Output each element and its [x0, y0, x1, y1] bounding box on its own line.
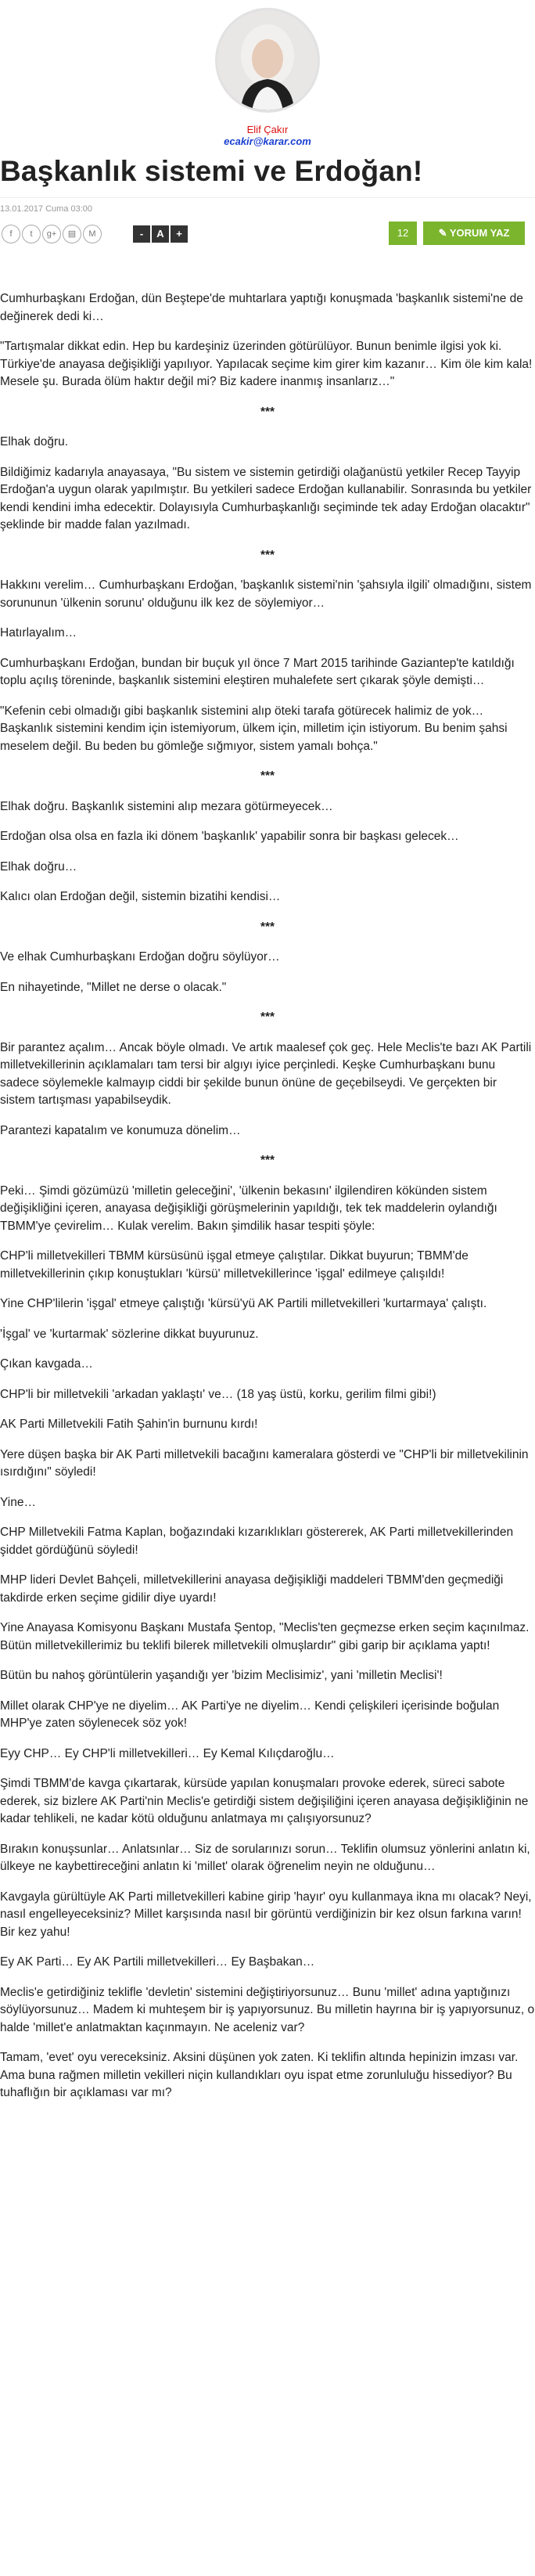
article-paragraph: "Kefenin cebi olmadığı gibi başkanlık sistemini alıp öteki tarafa götürecek halimiz de yok… Başkanlık sistemini kendim için istemiyorum, ülkem için, milletim için istiyorum. Bu benim şahsi meselem değil. Bu beden bu gömleğe sığmıyor, sistem yamalı bohça." [0, 704, 508, 753]
article-body [0, 247, 535, 2102]
article-paragraph: Şimdi TBMM'de kavga çıkartarak, kürsüde yapılan konuşmaları provoke ederek, süreci sabote ederek, siz bizlere AK Parti'nin Meclis'e getirdiği sistem değişiliğini içeren anayasa değişikliğinin ne kadar tehlikeli, ne kadar kötü olduğunu anlatmaya mı çalışıyorsunuz? [0, 1777, 529, 1825]
article-paragraph: Meclis'e getirdiğiniz teklifle 'devletin' sistemini değiştiriyorsunuz… Bunu 'millet' adına yaptığınızı söylüyorsunuz… Madem ki muhteşem bir iş yapıyorsunuz. Bu milletin hayrına bir iş yapıyorsunuz, o halde 'millet'e anlatmaktan kaçınmayın. Ne aceleniz var? [0, 1985, 535, 2034]
article-paragraph: Ey AK Parti… Ey AK Partili milletvekilleri… Ey Başbakan… [0, 1955, 315, 1969]
article-paragraph: Eyy CHP… Ey CHP'li milletvekilleri… Ey Kemal Kılıçdaroğlu… [0, 1746, 335, 1760]
article-paragraph: Yine Anayasa Komisyonu Başkanı Mustafa Şentop, "Meclis'ten geçmezse erken seçim kaçınılmaz. Bütün milletvekillerimiz bu teklifi bilerek milletvekili olmuşlardır" gibi garip bir açıklama yaptı! [0, 1621, 530, 1652]
article-paragraph: CHP'li bir milletvekili 'arkadan yaklaştı' ve… (18 yaş üstü, korku, gerilim filmi gibi!) [0, 1387, 436, 1401]
article-paragraph: CHP Milletvekili Fatma Kaplan, boğazındaki kızarıklıkları göstererek, AK Parti milletvekillerinden şiddet gördüğünü söyledi! [0, 1526, 514, 1557]
author-box [0, 0, 535, 147]
article-paragraph: Bildiğimiz kadarıyla anayasaya, "Bu sistem ve sistemin getirdiği olağanüstü yetkiler Recep Tayyip Erdoğan'a uygun olarak yapılmıştır. Bu yetkileri sadece Erdoğan kullanabilir. Sonrasında bu yetkiler kendi kendini imha edecektir. Dolayısıyla Cumhurbaşkanlığı seçiminde tek aday Erdoğan olacaktır" şeklinde bir madde falan yazılmadı. [0, 465, 532, 531]
section-separator: *** [260, 920, 275, 934]
print-icon[interactable]: ▤ [63, 225, 81, 243]
comment-count-badge[interactable]: 12 [389, 222, 417, 245]
write-comment-label: YORUM YAZ [449, 227, 510, 239]
font-increase-button[interactable]: + [171, 225, 188, 243]
article-paragraph: Ve elhak Cumhurbaşkanı Erdoğan doğru söylüyor… [0, 950, 280, 964]
twitter-icon[interactable]: t [22, 225, 41, 243]
article-paragraph: Elhak doğru. Başkanlık sistemini alıp mezara götürmeyecek… [0, 799, 333, 813]
facebook-icon[interactable]: f [2, 225, 20, 243]
section-separator: *** [260, 1011, 275, 1024]
article-paragraph: Yere düşen başka bir AK Parti milletvekili bacağını kameralara gösterdi ve "CHP'li bir milletvekilinin ısırdığını" söyledi! [0, 1447, 529, 1479]
article-paragraph: "Tartışmalar dikkat edin. Hep bu kardeşiniz üzerinden götürülüyor. Bunun benimle ilgisi yok ki. Türkiye'de anayasa değişikliği yapılıyor. Yapılacak seçime kim girer kim kazanır… Kim öle kim kala! Mesele şu. Burada ölüm haktır değil mi? Biz kadere inanmış insanlarız…" [0, 340, 533, 388]
article-paragraph: Parantezi kapatalım ve konumuza dönelim… [0, 1123, 241, 1137]
article-paragraph: Bütün bu nahoş görüntülerin yaşandığı yer 'bizim Meclisimiz', yani 'milletin Meclisi'! [0, 1669, 443, 1682]
article-date: 13.01.2017 Cuma 03:00 [0, 197, 535, 214]
author-photo-icon [217, 10, 318, 110]
author-avatar[interactable] [215, 8, 320, 113]
section-separator: *** [260, 405, 275, 419]
article-paragraph: En nihayetinde, "Millet ne derse o olacak." [0, 980, 227, 994]
article-paragraph: CHP'li milletvekilleri TBMM kürsüsünü işgal etmeye çalıştılar. Dikkat buyurun; TBMM'de milletvekillerinin çıkıp konuştukları 'kürsü' milletvekillerince 'işgal' edilmeye çalışıldı! [0, 1249, 469, 1281]
article-paragraph: Bırakın konuşsunlar… Anlatsınlar… Siz de sorularınızı sorun… Teklifin olumsuz yönlerini anlatın ki, ülkeye ne kaybettireceğini anlatın ki 'millet' olarak öğrenelim neyin ne olduğunu… [0, 1842, 530, 1873]
article-paragraph: Yine… [0, 1495, 36, 1509]
article-paragraph: Kalıcı olan Erdoğan değil, sistemin bizatihi kendisi… [0, 890, 281, 903]
article-paragraph: 'İşgal' ve 'kurtarmak' sözlerine dikkat buyurunuz. [0, 1327, 259, 1341]
section-separator: *** [260, 1154, 275, 1167]
article-paragraph: Peki… Şimdi gözümüzü 'milletin geleceğini', 'ülkenin bekasını' ilgilendiren kökünden sistem değişikliğini içeren, anayasa değişikliği görüşmelerinin yapıldığı, tek tek maddelerin oylandığı TBMM'ye çevirelim… Kulak verelim. Bakın şimdilik hasar tespiti şöyle: [0, 1184, 497, 1233]
email-icon[interactable]: M [83, 225, 102, 243]
article-paragraph: Hakkını verelim… Cumhurbaşkanı Erdoğan, 'başkanlık sistemi'nin 'şahsıyla ilgili' olmadığını, sistem sorununun 'ülkenin sorunu' olduğunu ilk kez de söylemiyor… [0, 578, 532, 610]
article-paragraph: Cumhurbaşkanı Erdoğan, dün Beştepe'de muhtarlara yaptığı konuşmada 'başkanlık sistemi'ne de değinerek dedi ki… [0, 292, 523, 323]
article-paragraph: Erdoğan olsa olsa en fazla iki dönem 'başkanlık' yapabilir sonra bir başkası gelecek… [0, 830, 459, 843]
article-paragraph: Hatırlayalım… [0, 626, 77, 639]
article-paragraph: Cumhurbaşkanı Erdoğan, bundan bir buçuk yıl önce 7 Mart 2015 tarihinde Gaziantep'te katıldığı toplu açılış töreninde, başkanlık sistemini eleştiren muhalefete sert çıkarak şöyle demişti… [0, 656, 515, 687]
article-paragraph: AK Parti Milletvekili Fatih Şahin'in burnunu kırdı! [0, 1418, 258, 1431]
article-paragraph: Çıkan kavgada… [0, 1357, 93, 1371]
author-email[interactable]: ecakir@karar.com [224, 135, 311, 147]
author-name[interactable]: Elif Çakır [246, 124, 289, 135]
article-paragraph: Elhak doğru. [0, 435, 69, 449]
font-size-label: A [152, 225, 169, 243]
section-separator: *** [260, 769, 275, 783]
article-paragraph: Bir parantez açalım… Ancak böyle olmadı. Ve artık maalesef çok geç. Hele Meclis'te bazı AK Partili milletvekillerinin açıklamaları tam tersi bir algıyı iyice perçinledi. Keşke Cumhurbaşkanı bunu sadece söylemekle kalmayıp ciddi bir şekilde bunun önüne de geçebilseydi. Ve gerçekten bir sistem tartışması yapabilseydik. [0, 1040, 532, 1107]
font-decrease-button[interactable]: - [133, 225, 150, 243]
article-paragraph: Millet olarak CHP'ye ne diyelim… AK Parti'ye ne diyelim… Kendi çelişkileri içerisinde boğulan MHP'ye zaten söylenecek söz yok! [0, 1699, 500, 1730]
article-paragraph: Elhak doğru… [0, 859, 77, 874]
article-title: Başkanlık sistemi ve Erdoğan! [0, 155, 423, 187]
google-plus-icon[interactable]: g+ [42, 225, 61, 243]
write-comment-button[interactable] [423, 222, 525, 245]
article-paragraph: Kavgayla gürültüyle AK Parti milletvekilleri kabine girip 'hayır' oyu kullanmaya ikna mı olacak? Neyi, nasıl engelleyeceksiniz? Millet karşısında nasıl bir görüntü verdiğinizin bir kez olsun farkına varın! Bir kez yahu! [0, 1890, 532, 1939]
section-separator: *** [260, 548, 275, 562]
article-toolbar [0, 222, 535, 247]
pencil-icon: ✎ [438, 227, 447, 239]
article-paragraph: MHP lideri Devlet Bahçeli, milletvekillerini anayasa değişikliği maddeleri TBMM'den geçmediği takdirde erken seçime gidilir diye uyardı! [0, 1573, 504, 1605]
article-paragraph: Tamam, 'evet' oyu vereceksiniz. Aksini düşünen yok zaten. Ki teklifin altında hepinizin imzası var. Ama buna rağmen milletin vekilleri niçin kullandıkları oyu ispat etme zorunluluğu hissediyor? Bu tuhaflığın bir açıklaması var mı? [0, 2051, 519, 2099]
article-paragraph: Yine CHP'lilerin 'işgal' etmeye çalıştığı 'kürsü'yü AK Partili milletvekilleri 'kurtarmaya' çalıştı. [0, 1297, 487, 1310]
